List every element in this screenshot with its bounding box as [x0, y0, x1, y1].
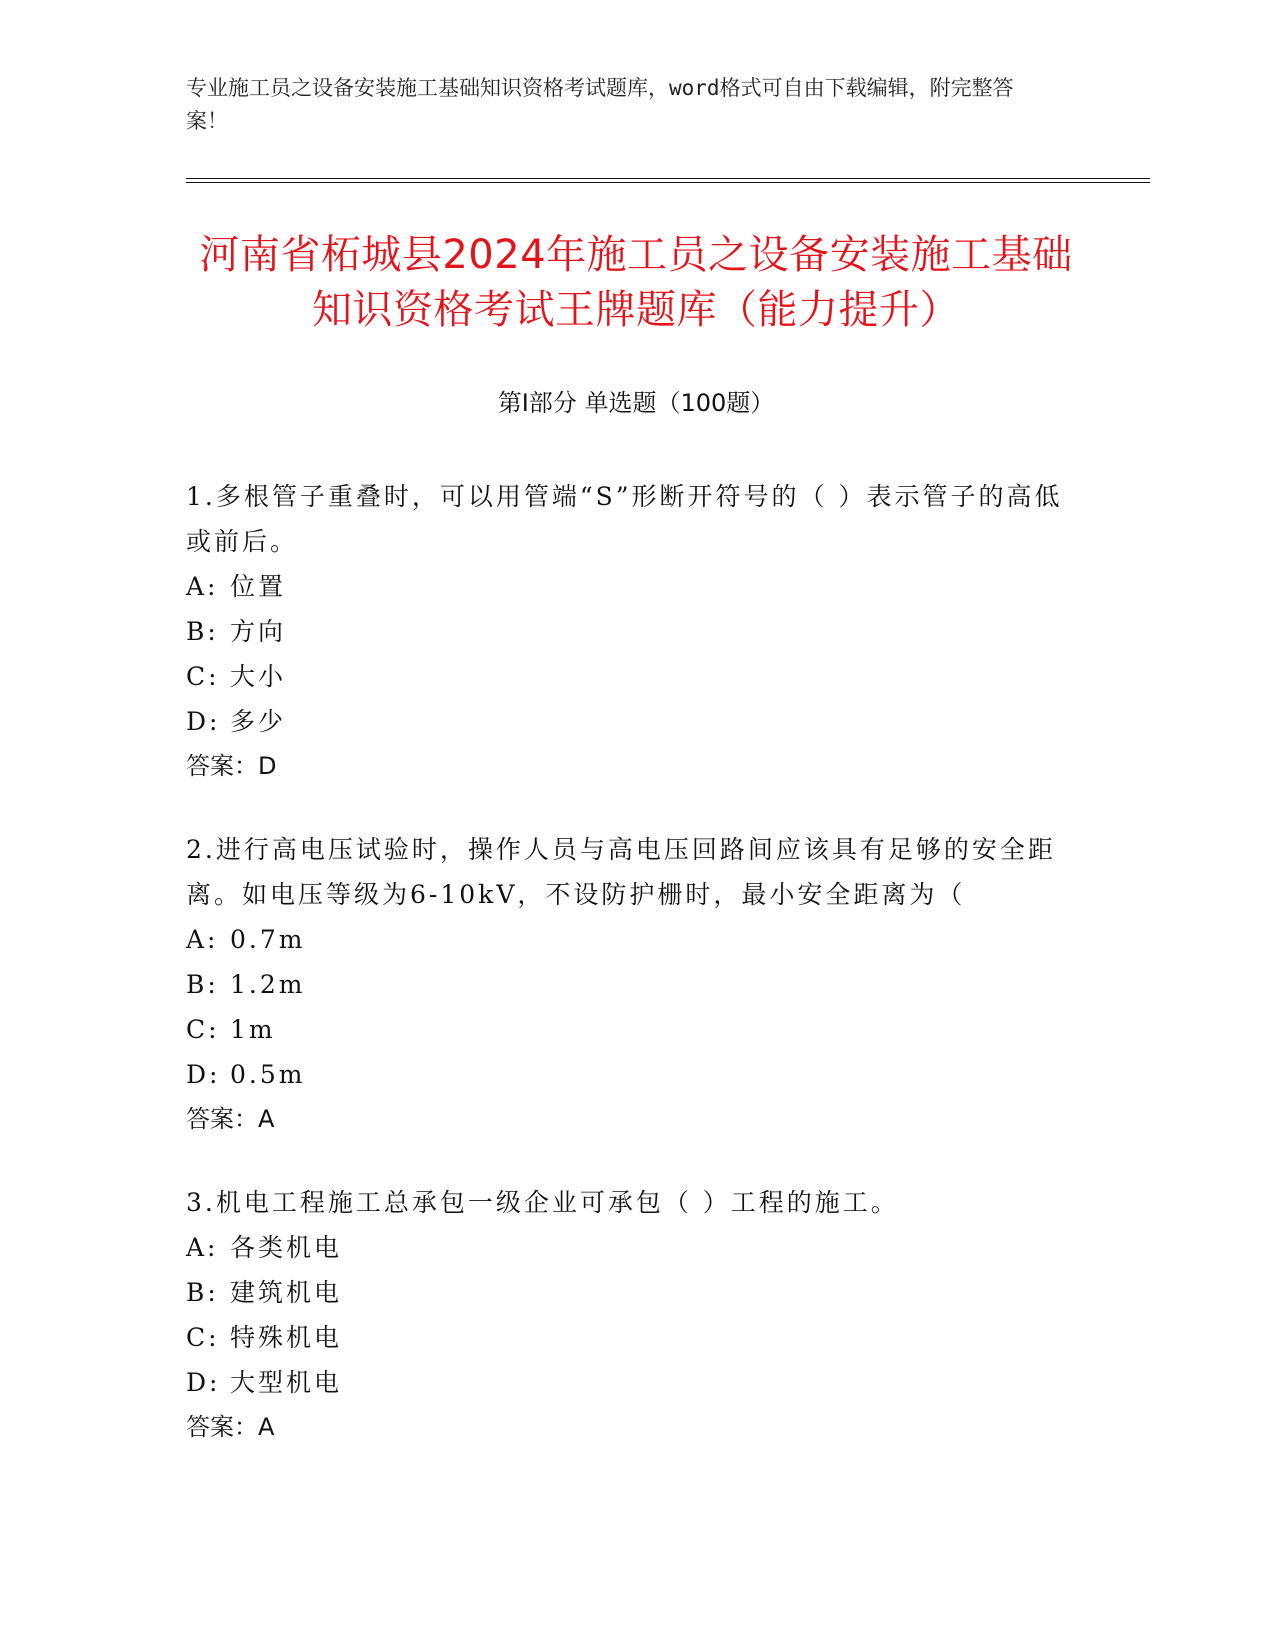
answer-line: 答案：D — [186, 752, 277, 780]
header-rule-top — [186, 178, 1150, 179]
option-text: 特殊机电 — [230, 1323, 343, 1352]
header-rule-bottom — [186, 182, 1150, 183]
option-text: 建筑机电 — [230, 1278, 343, 1307]
question-2 — [186, 827, 1086, 1142]
option-letter: B: — [186, 1278, 219, 1307]
question-1 — [186, 474, 1086, 789]
option-letter: D: — [186, 707, 221, 736]
option-text: 0.7m — [230, 925, 306, 954]
option-c — [186, 1315, 1086, 1360]
option-text: 大型机电 — [230, 1368, 343, 1397]
option-a — [186, 1225, 1086, 1270]
option-text: 方向 — [230, 617, 287, 646]
option-letter: A: — [186, 572, 219, 601]
question-stem: 3.机电工程施工总承包一级企业可承包（ ）工程的施工。 — [186, 1188, 899, 1217]
option-c — [186, 654, 1086, 699]
answer-line: 答案：A — [186, 1105, 275, 1133]
option-b — [186, 1270, 1086, 1315]
option-letter: A: — [186, 925, 219, 954]
option-a — [186, 564, 1086, 609]
option-b — [186, 962, 1086, 1007]
answer-line: 答案：A — [186, 1413, 275, 1441]
question-3 — [186, 1180, 1086, 1450]
option-text: 1m — [230, 1015, 276, 1044]
option-c — [186, 1007, 1086, 1052]
option-letter: B: — [186, 970, 219, 999]
option-text: 0.5m — [230, 1060, 306, 1089]
option-letter: D: — [186, 1368, 221, 1397]
option-letter: C: — [186, 1323, 220, 1352]
header-note: 专业施工员之设备安装施工基础知识资格考试题库，word格式可自由下载编辑，附完整答案！ — [186, 76, 1014, 133]
option-text: 位置 — [230, 572, 287, 601]
option-text: 多少 — [230, 707, 287, 736]
option-d — [186, 699, 1086, 744]
option-text: 大小 — [230, 662, 287, 691]
document-title: 河南省柘城县2024年施工员之设备安装施工基础知识资格考试王牌题库（能力提升） — [199, 232, 1073, 333]
option-letter: B: — [186, 617, 219, 646]
option-d — [186, 1052, 1086, 1097]
option-letter: A: — [186, 1233, 219, 1262]
option-letter: D: — [186, 1060, 221, 1089]
question-list — [186, 474, 1086, 1488]
option-b — [186, 609, 1086, 654]
question-stem: 1.多根管子重叠时，可以用管端“S”形断开符号的（ ）表示管子的高低或前后。 — [186, 482, 1063, 556]
option-letter: C: — [186, 662, 220, 691]
option-text: 1.2m — [230, 970, 306, 999]
option-text: 各类机电 — [230, 1233, 343, 1262]
option-letter: C: — [186, 1015, 220, 1044]
section-heading: 第Ⅰ部分 单选题（100题） — [497, 389, 775, 417]
option-d — [186, 1360, 1086, 1405]
option-a — [186, 917, 1086, 962]
question-stem: 2.进行高电压试验时，操作人员与高电压回路间应该具有足够的安全距离。如电压等级为6-10kV，不设防护栅时，最小安全距离为（ — [186, 835, 1056, 909]
